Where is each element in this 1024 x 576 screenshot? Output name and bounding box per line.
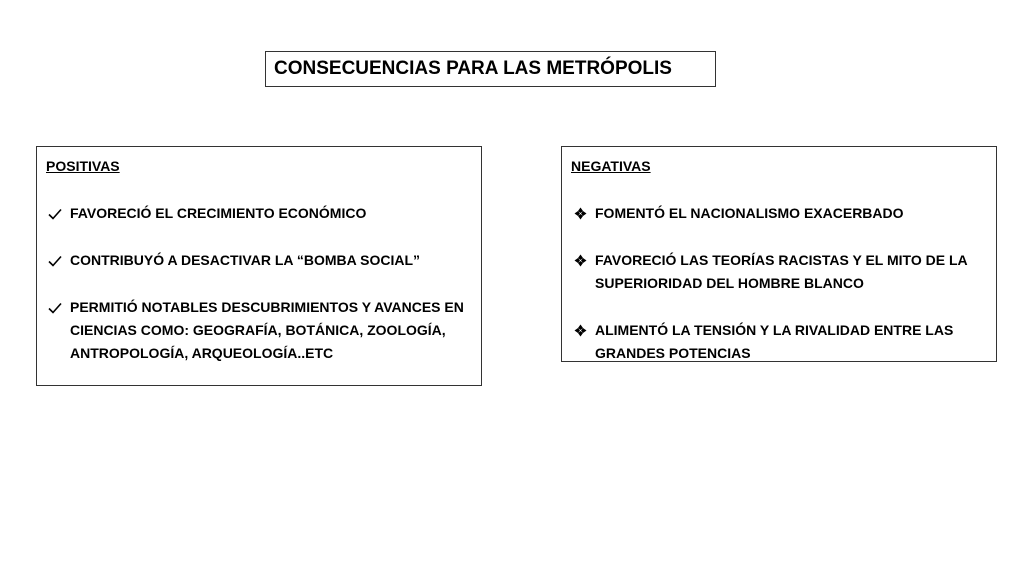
negativas-item xyxy=(571,249,986,295)
positivas-item-text: PERMITIÓ NOTABLES DESCUBRIMIENTOS Y AVANCES EN CIENCIAS COMO: GEOGRAFÍA, BOTÁNICA, ZOOLOGÍA, ANTROPOLOGÍA, ARQUEOLOGÍA..ETC xyxy=(70,299,464,361)
positivas-list xyxy=(46,202,471,365)
positivas-box xyxy=(36,146,482,386)
negativas-item xyxy=(571,319,986,365)
diamond-bullet-icon xyxy=(572,249,588,272)
positivas-item xyxy=(46,202,471,225)
negativas-list xyxy=(571,202,986,365)
checkmark-icon xyxy=(47,202,63,225)
negativas-item-text: FAVORECIÓ LAS TEORÍAS RACISTAS Y EL MITO DE LA SUPERIORIDAD DEL HOMBRE BLANCO xyxy=(595,252,968,291)
negativas-box xyxy=(561,146,997,362)
negativas-item-text: FOMENTÓ EL NACIONALISMO EXACERBADO xyxy=(595,205,904,221)
positivas-item xyxy=(46,296,471,365)
negativas-item-text: ALIMENTÓ LA TENSIÓN Y LA RIVALIDAD ENTRE LAS GRANDES POTENCIAS xyxy=(595,322,954,361)
negativas-heading: NEGATIVAS xyxy=(571,158,651,174)
positivas-item-text: FAVORECIÓ EL CRECIMIENTO ECONÓMICO xyxy=(70,205,367,221)
positivas-item-text: CONTRIBUYÓ A DESACTIVAR LA “BOMBA SOCIAL” xyxy=(70,252,420,268)
checkmark-icon xyxy=(47,296,63,319)
positivas-item xyxy=(46,249,471,272)
checkmark-icon xyxy=(47,249,63,272)
slide-title-text: CONSECUENCIAS PARA LAS METRÓPOLIS xyxy=(274,58,672,79)
diamond-bullet-icon xyxy=(572,319,588,342)
positivas-heading: POSITIVAS xyxy=(46,158,120,174)
negativas-item xyxy=(571,202,986,225)
diamond-bullet-icon xyxy=(572,202,588,225)
slide-title xyxy=(265,51,716,87)
